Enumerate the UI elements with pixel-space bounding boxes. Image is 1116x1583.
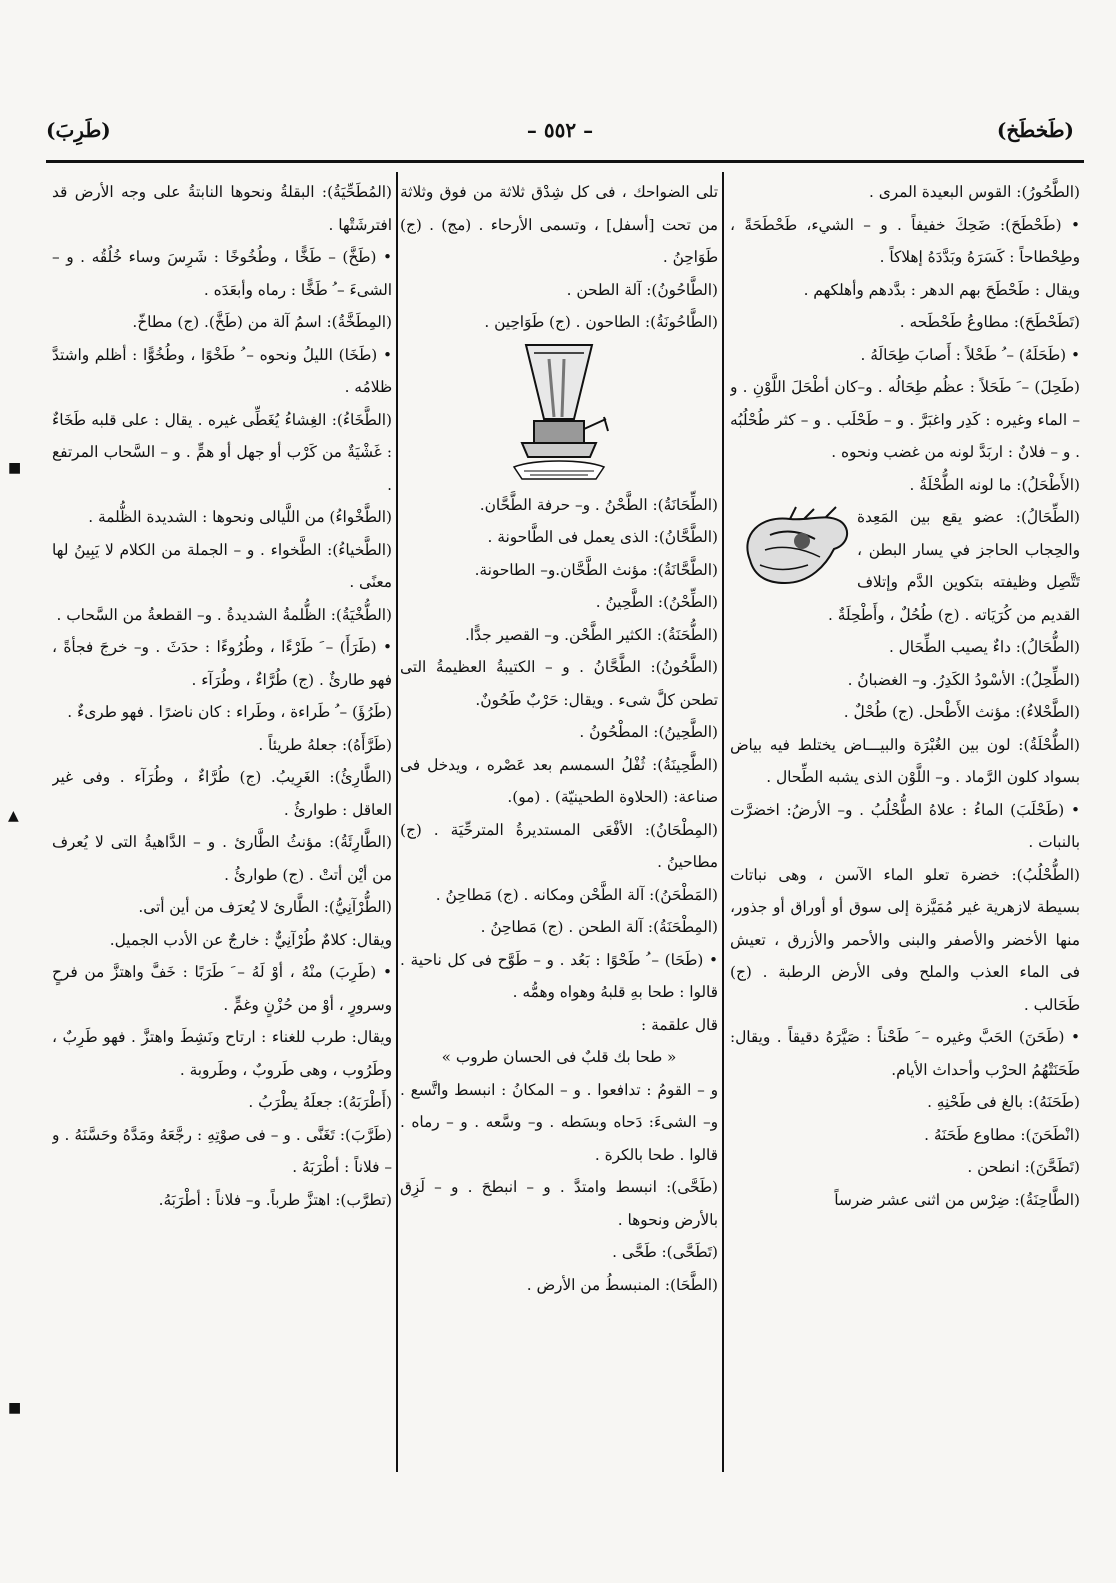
entry: • (طَحَا) – ُ طَحْوًا : بَعُد . و – طَوَّح فى كل ناحية . قالوا : طحا بهِ قلبهُ وهواه وهمُّه . bbox=[400, 950, 718, 1001]
entry: (طَحَّى): انبسط وامتدَّ . و – انبطحَ . و – لَزِق بالأرض ونحوها . bbox=[400, 1178, 718, 1229]
entry: (الطِّحْنُ): الطَّحِينُ . bbox=[595, 593, 718, 611]
entry: (طَرُؤَ) – ُ طَراءة ، وطَراء : كان ناضرًا . فهو طرىءٌ . bbox=[67, 703, 392, 721]
entry: (المِطْحَنَةُ): آلة الطحن . (ج) مَطاحِنُ . bbox=[480, 918, 718, 936]
column-divider-right bbox=[722, 172, 724, 1472]
entry: (الطَّارِئَةُ): مؤنثُ الطَّارئ . و – الدَّاهيةُ التى لا يُعرف من أيْن أتتْ . (ج) طوارئُ . bbox=[52, 833, 392, 884]
entry: • (طَرِبَ) منْهُ ، أوْ لَهُ – َ طَرَبًا : خَفَّ واهتزَّ من فرحٍ وسرورٍ ، أوْ من حُزْنٍ وغمٍّ . bbox=[52, 963, 392, 1014]
entry: (الطَّاحُونُ): آلة الطحن . bbox=[566, 280, 718, 299]
entry: (الطُّخْيَةُ): الظُّلمةُ الشديدةُ . و– القطعةُ من السَّحاب . bbox=[56, 605, 392, 624]
entry: (الطُّحْلُبُ): خضرة تعلو الماء الآسن ، وهى نباتات بسيطة لازهرية غير مُمَيَّزة إلى سوق أو أوراق أو جذور، منها الأخضر والأصفر والبنى والأحمر والأزرق ، تعيش فى الماء العذب والملح وفى الأرض الرطبة . (ج) طَحَالب . bbox=[730, 865, 1080, 1014]
margin-mark: ▲ bbox=[8, 808, 19, 824]
page-header bbox=[40, 112, 1080, 152]
entry: (الطَّحُورُ): القوس البعيدة المرى . bbox=[869, 183, 1080, 201]
header-right-word: (طَخطَخ) bbox=[996, 118, 1074, 142]
entry: (تَطَحَّنَ): انطحن . bbox=[967, 1158, 1080, 1176]
entry: (الطَّحَّانَةُ): مؤنث الطَّحَّان.و– الطاحونة. bbox=[474, 560, 718, 579]
entry: (انْطَحَنَ): مطاوع طَحَنَهُ . bbox=[924, 1125, 1080, 1144]
margin-mark: ■ bbox=[8, 1400, 22, 1416]
page-number: – ٥٥٢ – bbox=[526, 118, 594, 142]
entry: (الطَّاحِنَةُ): ضِرْس من اثنى عشر ضرساً bbox=[834, 1190, 1080, 1209]
entry: (طَرَّأَهُ): جعلهُ طريئاً . bbox=[258, 735, 392, 754]
entry: (الطُّحَالُ): داءٌ يصيب الطِّحَال . bbox=[888, 638, 1080, 656]
entry: و – القومُ : تدافعوا . و – المكانُ : انبسط واتَّسع . و– الشىءَ: دَحاه وبسَطه . و– وسَّعه . و – رماه . قالوا . طحا بالكرة . bbox=[400, 1080, 718, 1164]
entry: (الطَّخياءُ): الطَّخواء . و – الجملة من الكلام لا يَبِينُ لها معنًى . bbox=[52, 540, 392, 591]
entry: (الطَّحُونُ): الطَّحَّانُ . و – الكتيبةُ العظيمةُ التى تطحن كلَّ شىء . ويقال: حَرْبٌ طَحُونٌ. bbox=[400, 658, 718, 709]
entry: (تَطَحَّى): طَحَّى . bbox=[612, 1243, 718, 1261]
entry: ويقال : طَحْطَحَ بهم الدهر : بدَّدهم وأهلكهم . bbox=[803, 280, 1080, 299]
entry: (المَطْحَنُ): آلة الطَّحْن ومكانه . (ج) مَطاحِنُ . bbox=[435, 885, 718, 904]
entry: (الطِّحَانَةُ): الطَّحْنُ . و– حرفة الطَّحَّان. bbox=[479, 495, 718, 514]
entry: (الطَّارِئُ): الغَرِيبُ. (ج) طُرَّاءٌ ، وطُرَآء . وفى غير العاقل : طوارئُ . bbox=[52, 768, 392, 819]
entry: • (طَحْطَحَ): ضَحِكَ خفيفاً . و – الشيء، طَحْطَحَةً ، وطِحْطاحاً : كَسَرَهُ وبَدَّدَهُ إهلاكاً . bbox=[730, 215, 1080, 266]
column-right bbox=[730, 176, 1080, 1476]
spleen-illustration bbox=[730, 505, 855, 595]
entry: (الطَّاحُونَةُ): الطاحون . (ج) طَوَاحِين . bbox=[484, 313, 718, 331]
header-left-word: (طَرِبَ) bbox=[46, 118, 111, 142]
entry: • (طَحْلَبَ) الماءُ : علاهُ الطُّحْلُبُ . و– الأرضُ: اخضرَّت بالنبات . bbox=[730, 800, 1080, 851]
entry: (تطرَّب): اهتزَّ طرباً. و– فلاناً : أطْرَبَهُ. bbox=[158, 1190, 392, 1209]
entry: (الطَّحَّانُ): الذى يعمل فى الطَّاحونة . bbox=[487, 528, 718, 546]
entry: « طحا بك قلبٌ فى الحسان طروب » bbox=[441, 1048, 677, 1066]
entry: (طَرَّبَ): تَغَنَّى . و – فى صوْتِهِ : رجَّعَهُ ومَدَّهُ وحَسَّنَهُ . و – فلاناً : أطْرَبَهُ . bbox=[52, 1125, 392, 1176]
entry: ويقال: كلامٌ طُرْآنِيٌّ : خارجٌ عن الأدب الجميل. bbox=[109, 930, 392, 949]
entry: (الطَّحِينُ): المطْحُونُ . bbox=[579, 723, 718, 741]
entry: (المِطْحَانُ): الأفْعَى المستديرةُ المترحِّيَة . (ج) مطاحينُ . bbox=[400, 820, 718, 871]
entry: • (طَحَنَ) الحَبَّ وغيره – َ طَحْناً : صَيَّرَهُ دقيقاً . ويقال: طَحَنَتْهُمُ الحرْب وأحداث الأيام. bbox=[730, 1028, 1080, 1079]
entry: (الطَّخْواءُ) من اللَّيالى ونحوها : الشديدة الظُّلمة . bbox=[88, 508, 392, 526]
entry: (الطِّحَالُ): عضو يقع بين المَعِدة والحِجاب الحاجز في يسار البطن ، تَتَّصِل وظيفته بتكوين الدَّم وإتلاف القديم من كُرَيَاته . (ج) طُحُلٌ ، وأَطْحِلَةٌ . bbox=[827, 508, 1080, 624]
entry: (الطَّحِينَةُ): ثُفْلُ السمسم بعد عَصْره ، ويدخل فى صناعة: (الحلاوة الطحينيّة) . (مو). bbox=[400, 755, 718, 806]
entry: (الطَّحْلاءُ): مؤنث الأَطْحل. (ج) طُحْلٌ . bbox=[843, 703, 1080, 721]
entry: (الطِّحِلُ): الأسْودُ الكَدِرُ. و– الغضبانُ . bbox=[847, 670, 1080, 689]
entry: تلى الضواحك ، فى كل شِدْق ثلاثة من فوق وثلاثة من تحت [أسفل] ، وتسمى الأرحاء . (مج) . (ج) طَوَاحِنُ . bbox=[400, 183, 718, 266]
header-rule bbox=[46, 160, 1084, 163]
entry: (الطُّحْلَةُ): لون بين الغُبْرَة والبيـــاض يختلط فيه بياض بسواد كلون الرَّماد . و– اللَّوْن الذى يشبه الطِّحال . bbox=[730, 735, 1080, 786]
margin-mark: ■ bbox=[8, 460, 22, 476]
entry: ويقال: طرب للغناء : ارتاح ونَشِطَ واهتزَّ . فهو طَرِبٌ ، وطَرُوب ، وهى طَروبٌ ، وطَروبة . bbox=[52, 1028, 392, 1079]
entry: • (طَرَأَ) – َ طَرْءًا ، وطُرُوءًا : حدَثَ . و– خرجَ فجأةً ، فهو طارئٌ . (ج) طُرَّاءٌ ، وطُرَآء . bbox=[52, 638, 392, 689]
entry: (الطُّحَنَةُ): الكثير الطَّحْن. و– القصير جدًّا. bbox=[464, 625, 718, 644]
entry: (الطُّرْآنِيُّ): الطَّارئ لا يُعرَف من أين أتى. bbox=[138, 898, 392, 916]
entry: (تَطَحْطَحَ): مطاوعُ طَحْطَحه . bbox=[899, 313, 1080, 331]
entry: (الأَطْحَلُ): ما لونه الطُّحْلَةُ . bbox=[909, 475, 1080, 494]
mill-illustration bbox=[400, 339, 718, 489]
entry: (الطَّخَاءُ): الغِشاءُ يُغَطِّى غيره . يقال : على قلبه طَخَاءٌ : غَشْيَةٌ من كَرْب أو جهل أو همٍّ . و – السَّحاب المرتفع . bbox=[52, 410, 392, 494]
entry: (طَحَنَهُ): بالغ فى طَحْنِهِ . bbox=[927, 1093, 1080, 1111]
column-middle bbox=[400, 176, 718, 1476]
entry: قال علقمة : bbox=[641, 1015, 718, 1034]
entry: • (طَخَّ) – طَخًّا ، وطُخُوخًا : شَرِسَ وساء خُلُقُه . و – الشىءَ – ُ طَخًّا : رماه وأبعَدَه . bbox=[52, 248, 392, 299]
column-divider-left bbox=[396, 172, 398, 1472]
entry: (المُطَحِّيَةُ): البقلةُ ونحوها النابتةُ على وجه الأرض قد افترشَتْها . bbox=[52, 183, 392, 234]
entry: • (طَخَا) الليلُ ونحوه – ُ طَخْوًا ، وطُخُوًّا : أظلم واشتدَّ ظلامُه . bbox=[52, 345, 392, 396]
entry: (الطَّحَا): المنبسطُ من الأرض . bbox=[526, 1275, 718, 1294]
entry: (طَحِلَ) – َ طَحَلاً : عظُم طِحَالُه . و–كان أطْحَلَ اللَّوْنِ . و – الماء وغيره : كَدِر واغبَرَّ . و – طَحْلَب . و – كثر طُحْلُبُه . و – فلانٌ : اربَدَّ لونه من غضب ونحوه . bbox=[730, 378, 1080, 461]
entry: (أَطْرَبَهُ): جعلَهُ يطْرَبُ . bbox=[248, 1093, 392, 1111]
column-left bbox=[52, 176, 392, 1476]
entry: (المِطَخَّةُ): اسمُ آلة من (طَخَّ). (ج) مطاخّ. bbox=[132, 313, 392, 331]
entry: • (طَحَلَهُ) – ُ طَحْلاً : أَصابَ طِحَالَهُ . bbox=[860, 345, 1080, 364]
